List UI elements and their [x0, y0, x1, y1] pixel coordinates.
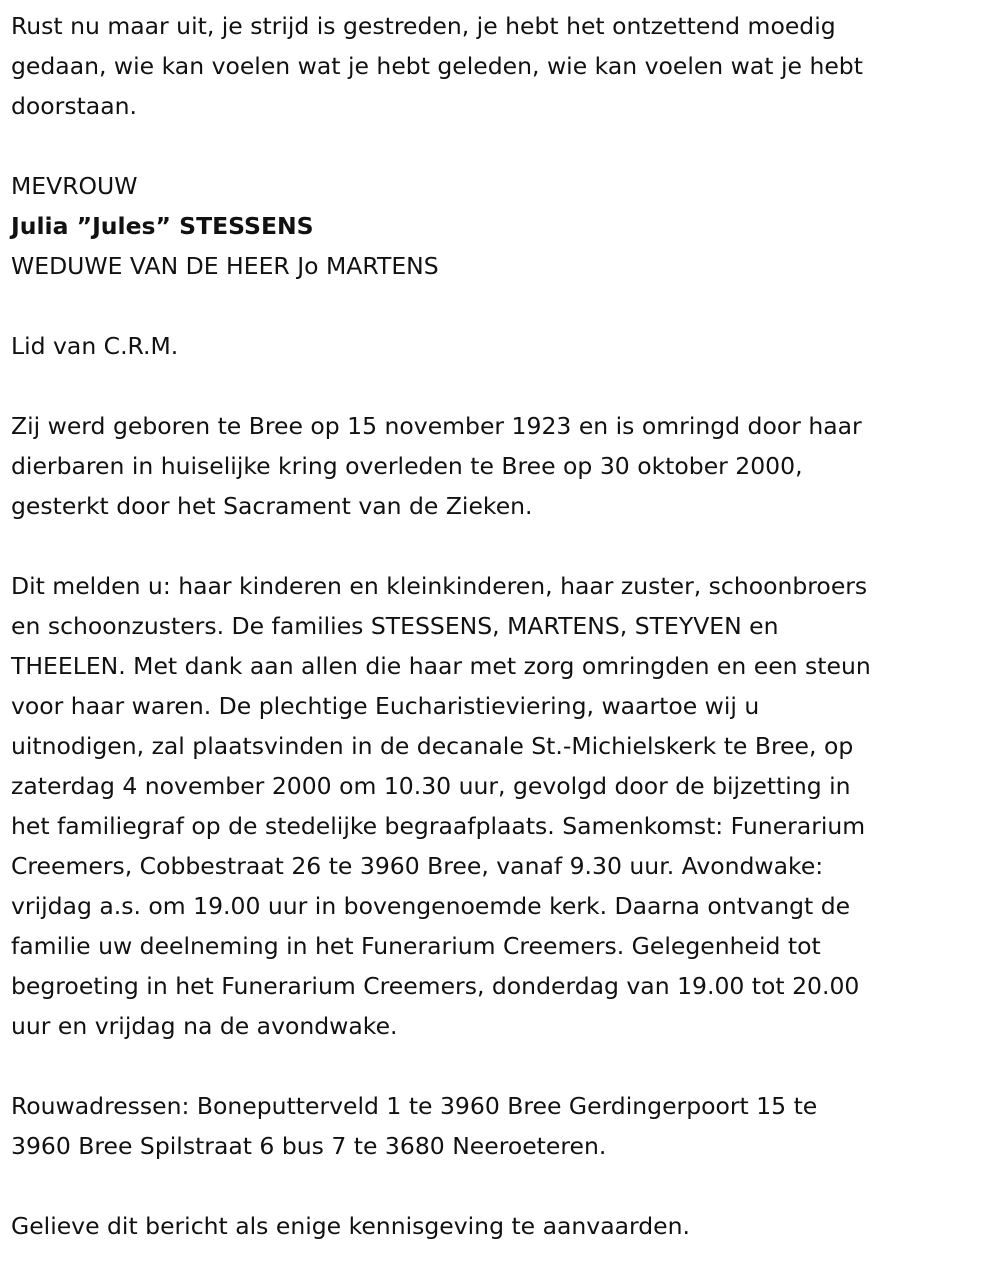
- announcement-paragraph: [11, 566, 1000, 1046]
- paragraph-spacer: [11, 1046, 1000, 1086]
- paragraph-spacer: [11, 526, 1000, 566]
- text-line: uur en vrijdag na de avondwake.: [11, 1012, 398, 1040]
- text-line: begroeting in het Funerarium Creemers, donderdag van 19.00 tot 20.00: [11, 972, 860, 1000]
- poem-paragraph: [11, 6, 1000, 126]
- paragraph-spacer: [11, 366, 1000, 406]
- text-line: en schoonzusters. De families STESSENS, MARTENS, STEYVEN en: [11, 612, 779, 640]
- widow-of-paragraph: [11, 246, 1000, 286]
- text-line: doorstaan.: [11, 92, 137, 120]
- text-line: familie uw deelneming in het Funerarium Creemers. Gelegenheid tot: [11, 932, 821, 960]
- closing-paragraph: [11, 1206, 1000, 1246]
- deceased-name-paragraph: [11, 206, 1000, 246]
- membership-paragraph: [11, 326, 1000, 366]
- paragraph-spacer: [11, 286, 1000, 326]
- birth-death-paragraph: [11, 406, 1000, 526]
- text-line: gesterkt door het Sacrament van de Zieken.: [11, 492, 533, 520]
- text-line: het familiegraf op de stedelijke begraafplaats. Samenkomst: Funerarium: [11, 812, 866, 840]
- text-line: Creemers, Cobbestraat 26 te 3960 Bree, vanaf 9.30 uur. Avondwake:: [11, 852, 824, 880]
- text-line: Dit melden u: haar kinderen en kleinkinderen, haar zuster, schoonbroers: [11, 572, 868, 600]
- text-line: Gelieve dit bericht als enige kennisgeving te aanvaarden.: [11, 1212, 690, 1240]
- text-line: gedaan, wie kan voelen wat je hebt geleden, wie kan voelen wat je hebt: [11, 52, 863, 80]
- paragraph-spacer: [11, 126, 1000, 166]
- text-line: MEVROUW: [11, 172, 138, 200]
- paragraph-spacer: [11, 1166, 1000, 1206]
- text-line: vrijdag a.s. om 19.00 uur in bovengenoemde kerk. Daarna ontvangt de: [11, 892, 851, 920]
- header-paragraph: [11, 166, 1000, 206]
- text-line: THEELEN. Met dank aan allen die haar met zorg omringden en een steun: [11, 652, 871, 680]
- text-line: Zij werd geboren te Bree op 15 november 1923 en is omringd door haar: [11, 412, 862, 440]
- text-line: Rust nu maar uit, je strijd is gestreden, je hebt het ontzettend moedig: [11, 12, 836, 40]
- text-line: WEDUWE VAN DE HEER Jo MARTENS: [11, 252, 439, 280]
- text-line: uitnodigen, zal plaatsvinden in de decanale St.-Michielskerk te Bree, op: [11, 732, 854, 760]
- text-line: zaterdag 4 november 2000 om 10.30 uur, gevolgd door de bijzetting in: [11, 772, 851, 800]
- addresses-paragraph: [11, 1086, 1000, 1166]
- text-line: dierbaren in huiselijke kring overleden te Bree op 30 oktober 2000,: [11, 452, 803, 480]
- text-line: Rouwadressen: Boneputterveld 1 te 3960 Bree Gerdingerpoort 15 te: [11, 1092, 818, 1120]
- text-line: Julia ”Jules” STESSENS: [11, 212, 314, 240]
- text-line: 3960 Bree Spilstraat 6 bus 7 te 3680 Neeroeteren.: [11, 1132, 607, 1160]
- text-line: Lid van C.R.M.: [11, 332, 179, 360]
- text-line: voor haar waren. De plechtige Eucharistieviering, waartoe wij u: [11, 692, 760, 720]
